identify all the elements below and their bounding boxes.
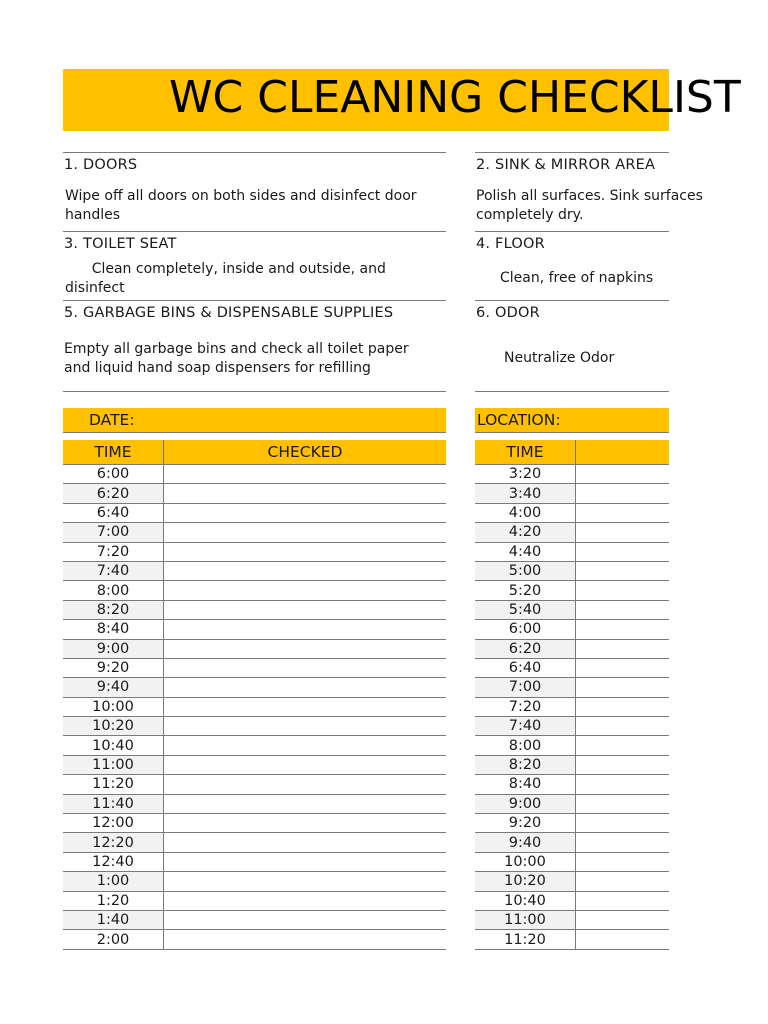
time-cell: 11:20 [475,930,576,949]
section-divider [475,391,669,392]
checked-column-header: CHECKED [164,440,447,465]
time-cell: 8:00 [475,736,576,755]
table-row [475,581,669,600]
section-heading: 5. GARBAGE BINS & DISPENSABLE SUPPLIES [64,305,394,321]
checked-cell[interactable] [164,561,447,580]
time-cell: 7:20 [475,697,576,716]
section-toilet-seat [63,231,446,301]
table-row [63,639,446,658]
section-description: Empty all garbage bins and check all toilet paper and liquid hand soap dispensers for refilling [64,341,409,376]
section-floor [475,231,669,301]
time-cell: 9:40 [475,833,576,852]
table-row [475,503,669,522]
table-row [475,891,669,910]
time-cell: 5:20 [475,581,576,600]
time-cell: 4:20 [475,523,576,542]
table-row [475,833,669,852]
time-cell: 9:00 [63,639,164,658]
checked-cell[interactable] [164,658,447,677]
checked-cell[interactable] [576,872,670,891]
time-cell: 12:20 [63,833,164,852]
time-cell: 8:20 [475,755,576,774]
table-row [63,736,446,755]
checked-cell[interactable] [164,852,447,871]
table-row [63,891,446,910]
time-cell: 6:20 [63,484,164,503]
table-row [63,755,446,774]
section-divider [475,300,669,301]
checked-cell[interactable] [576,852,670,871]
table-row [475,523,669,542]
checked-cell[interactable] [164,639,447,658]
time-cell: 3:20 [475,465,576,484]
section-divider [63,152,446,153]
checked-cell[interactable] [576,503,670,522]
checked-cell[interactable] [164,678,447,697]
section-sink-mirror [475,152,703,232]
time-cell: 6:00 [475,620,576,639]
time-cell: 7:00 [475,678,576,697]
table-row [63,717,446,736]
time-cell: 10:40 [475,891,576,910]
time-cell: 10:00 [63,697,164,716]
checked-cell[interactable] [576,833,670,852]
time-cell: 8:00 [63,581,164,600]
checked-cell[interactable] [576,910,670,929]
table-row [475,678,669,697]
checked-cell[interactable] [164,620,447,639]
time-cell: 12:40 [63,852,164,871]
table-row [475,852,669,871]
checked-cell[interactable] [164,697,447,716]
time-column-header: TIME [475,440,576,465]
checked-cell[interactable] [164,910,447,929]
checked-cell[interactable] [576,755,670,774]
table-row [475,697,669,716]
section-divider [63,231,446,232]
checked-cell[interactable] [164,872,447,891]
table-row [63,678,446,697]
time-cell: 8:20 [63,600,164,619]
table-row [475,639,669,658]
time-cell: 10:00 [475,852,576,871]
time-cell: 11:00 [63,755,164,774]
checked-cell[interactable] [164,503,447,522]
location-field[interactable] [475,408,669,433]
table-row [475,658,669,677]
time-cell: 6:40 [63,503,164,522]
checked-cell[interactable] [576,639,670,658]
table-row [63,465,446,484]
time-cell: 4:00 [475,503,576,522]
checked-cell[interactable] [576,678,670,697]
table-row [63,620,446,639]
table-row [475,736,669,755]
time-cell: 7:40 [475,717,576,736]
time-cell: 11:40 [63,794,164,813]
table-row [475,620,669,639]
time-cell: 9:00 [475,794,576,813]
section-divider [63,391,446,392]
time-cell: 9:20 [63,658,164,677]
checked-column-header [576,440,670,465]
time-cell: 7:00 [63,523,164,542]
checked-cell[interactable] [576,794,670,813]
time-cell: 7:40 [63,561,164,580]
checked-cell[interactable] [576,658,670,677]
time-cell: 10:20 [63,717,164,736]
section-divider [475,231,669,232]
section-description: Wipe off all doors on both sides and disinfect door handles [65,188,417,223]
checked-cell[interactable] [576,814,670,833]
date-field[interactable] [63,408,446,433]
table-row [475,794,669,813]
time-table-morning [63,440,446,950]
table-row [63,581,446,600]
location-label: LOCATION: [477,411,561,429]
checked-cell[interactable] [576,736,670,755]
checked-cell[interactable] [576,523,670,542]
table-row [63,697,446,716]
checked-cell[interactable] [576,465,670,484]
table-row [63,600,446,619]
checked-cell[interactable] [164,736,447,755]
time-cell: 8:40 [63,620,164,639]
section-heading: 3. TOILET SEAT [64,236,177,252]
checked-cell[interactable] [164,542,447,561]
time-cell: 5:00 [475,561,576,580]
section-heading: 1. DOORS [64,157,138,173]
checked-cell[interactable] [164,600,447,619]
section-heading: 4. FLOOR [476,236,545,252]
checked-cell[interactable] [164,465,447,484]
title-banner [63,69,741,131]
time-cell: 10:20 [475,872,576,891]
table-row [475,465,669,484]
checked-cell[interactable] [164,484,447,503]
checked-cell[interactable] [576,930,670,949]
checked-cell[interactable] [164,775,447,794]
time-cell: 9:20 [475,814,576,833]
time-cell: 6:00 [63,465,164,484]
section-heading: 2. SINK & MIRROR AREA [476,157,656,173]
checked-cell[interactable] [164,794,447,813]
time-cell: 11:00 [475,910,576,929]
table-row [475,910,669,929]
time-cell: 4:40 [475,542,576,561]
table-row [63,872,446,891]
table-row [475,717,669,736]
section-doors [63,152,446,232]
page-title: WC CLEANING CHECKLIST [169,72,741,123]
checked-cell[interactable] [164,523,447,542]
table-row [63,523,446,542]
checked-cell[interactable] [576,891,670,910]
table-row [63,484,446,503]
time-table-afternoon [475,440,669,950]
table-row [475,814,669,833]
checked-cell[interactable] [576,600,670,619]
time-cell: 2:00 [63,930,164,949]
time-cell: 1:00 [63,872,164,891]
table-row [475,872,669,891]
time-cell: 6:40 [475,658,576,677]
time-column-header: TIME [63,440,164,465]
section-garbage-bins [63,300,446,393]
table-row [475,542,669,561]
checked-cell[interactable] [576,697,670,716]
section-description: Neutralize Odor [504,350,615,366]
time-cell: 5:40 [475,600,576,619]
table-row [63,930,446,949]
section-heading: 6. ODOR [476,305,540,321]
checked-cell[interactable] [576,484,670,503]
checked-cell[interactable] [164,930,447,949]
checked-cell[interactable] [164,833,447,852]
checked-cell[interactable] [164,717,447,736]
table-row [63,658,446,677]
time-cell: 1:20 [63,891,164,910]
time-cell: 7:20 [63,542,164,561]
table-row [475,484,669,503]
table-row [63,503,446,522]
table-row [63,910,446,929]
time-cell: 11:20 [63,775,164,794]
time-cell: 9:40 [63,678,164,697]
table-row [475,755,669,774]
table-row [63,852,446,871]
checked-cell[interactable] [576,775,670,794]
date-label: DATE: [89,411,135,429]
table-row [475,600,669,619]
section-divider [475,152,669,153]
section-odor [475,300,669,393]
time-cell: 10:40 [63,736,164,755]
table-row [63,833,446,852]
checked-cell[interactable] [164,814,447,833]
checked-cell[interactable] [576,542,670,561]
time-cell: 12:00 [63,814,164,833]
checked-cell[interactable] [164,755,447,774]
table-row [475,930,669,949]
table-row [63,775,446,794]
time-cell: 1:40 [63,910,164,929]
checked-cell[interactable] [576,620,670,639]
time-cell: 8:40 [475,775,576,794]
table-row [475,561,669,580]
checked-cell[interactable] [164,891,447,910]
checked-cell[interactable] [576,581,670,600]
section-divider [63,300,446,301]
checked-cell[interactable] [576,561,670,580]
table-row [475,775,669,794]
table-row [63,794,446,813]
checked-cell[interactable] [164,581,447,600]
section-description: Clean completely, inside and outside, and disinfect [65,261,386,296]
table-row [63,561,446,580]
checked-cell[interactable] [576,717,670,736]
time-cell: 6:20 [475,639,576,658]
section-description: Polish all surfaces. Sink surfaces completely dry. [476,188,703,223]
table-row [63,814,446,833]
table-row [63,542,446,561]
time-cell: 3:40 [475,484,576,503]
section-description: Clean, free of napkins [500,270,654,286]
